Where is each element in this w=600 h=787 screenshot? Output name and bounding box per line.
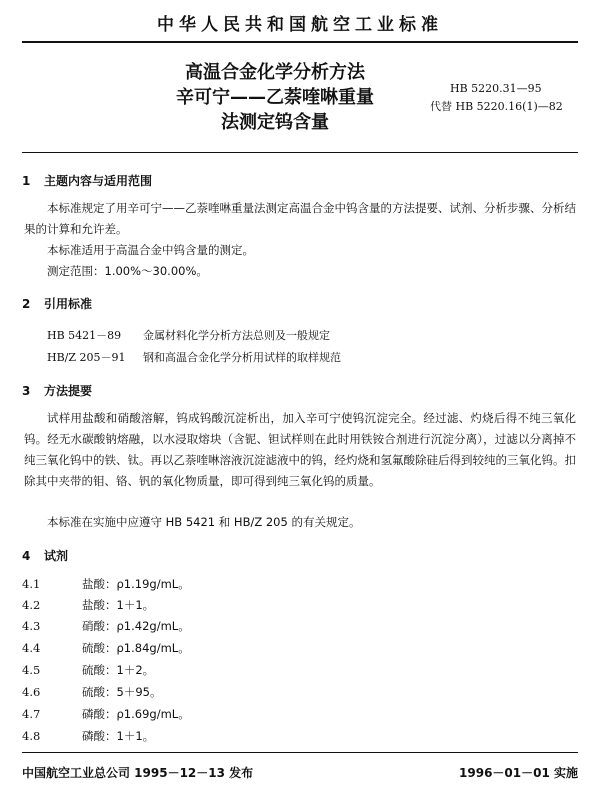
paragraph: 本标准规定了用辛可宁——乙萘喹啉重量法测定高温合金中钨含量的方法提要、试剂、分析步骤、分析结果的计算和允许差。 xyxy=(24,201,576,236)
title-rule xyxy=(22,152,578,153)
section-2-heading xyxy=(22,295,92,312)
reference-item xyxy=(47,349,341,365)
item-number: 4.7 xyxy=(22,707,41,721)
item-text: 盐酸：1＋1。 xyxy=(82,598,155,612)
paragraph: 测定范围：1.00%～30.00%。 xyxy=(47,264,208,278)
footer-rule xyxy=(22,752,578,753)
reference-item xyxy=(47,327,330,343)
item-number: 4.5 xyxy=(22,663,41,677)
item-text: 硫酸：1＋2。 xyxy=(82,663,155,677)
reference-title: 金属材料化学分析方法总则及一般规定 xyxy=(143,329,330,342)
reference-code: HB 5421－89 xyxy=(47,329,122,342)
section-1-heading xyxy=(22,172,152,189)
section-title: 试剂 xyxy=(44,549,69,563)
title-line-2: 辛可宁——乙萘喹啉重量 xyxy=(176,87,374,108)
effective-statement: 1996－01－01 实施 xyxy=(459,766,578,780)
reagent-item xyxy=(22,597,154,613)
item-number: 4.8 xyxy=(22,729,41,743)
reference-title: 钢和高温合金化学分析用试样的取样规范 xyxy=(143,351,341,364)
item-text: 硫酸：5＋95。 xyxy=(82,685,162,699)
item-text: 硝酸：ρ1.42g/mL。 xyxy=(82,619,190,633)
reference-code: HB/Z 205－91 xyxy=(47,351,126,364)
document-title xyxy=(140,60,410,135)
reagent-item xyxy=(22,728,154,744)
standard-number-block xyxy=(430,80,563,116)
section-number: 2 xyxy=(22,297,31,311)
paragraph: 本标准适用于高温合金中钨含量的测定。 xyxy=(47,243,254,257)
section-number: 3 xyxy=(22,384,31,398)
item-text: 磷酸：1＋1。 xyxy=(82,729,155,743)
section-title: 引用标准 xyxy=(44,297,93,311)
title-line-3: 法测定钨含量 xyxy=(221,112,329,133)
item-text: 硫酸：ρ1.84g/mL。 xyxy=(82,641,190,655)
section-4-heading xyxy=(22,547,68,564)
section-3-heading xyxy=(22,382,92,399)
title-line-1: 高温合金化学分析方法 xyxy=(185,62,365,83)
document-header: 中华人民共和国航空工业标准 xyxy=(157,15,443,35)
section-number: 4 xyxy=(22,549,31,563)
item-number: 4.1 xyxy=(22,577,41,591)
section-number: 1 xyxy=(22,174,31,188)
issue-statement: 中国航空工业总公司 1995－12－13 发布 xyxy=(22,766,254,780)
reagent-item xyxy=(22,684,161,700)
item-text: 盐酸：ρ1.19g/mL。 xyxy=(82,577,190,591)
reagent-item xyxy=(22,576,190,592)
item-number: 4.2 xyxy=(22,598,41,612)
reagent-item xyxy=(22,662,154,678)
section-title: 主题内容与适用范围 xyxy=(44,174,153,188)
header-rule xyxy=(22,41,578,43)
item-number: 4.3 xyxy=(22,619,41,633)
item-number: 4.4 xyxy=(22,641,41,655)
reagent-item xyxy=(22,618,190,634)
replaces-note: 代替 HB 5220.16(1)—82 xyxy=(430,100,563,113)
section-title: 方法提要 xyxy=(44,384,93,398)
reagent-item xyxy=(22,706,190,722)
item-text: 磷酸：ρ1.69g/mL。 xyxy=(82,707,190,721)
item-number: 4.6 xyxy=(22,685,41,699)
standard-number: HB 5220.31—95 xyxy=(450,82,542,95)
paragraph: 本标准在实施中应遵守 HB 5421 和 HB/Z 205 的有关规定。 xyxy=(47,515,361,529)
reagent-item xyxy=(22,640,190,656)
paragraph: 试样用盐酸和硝酸溶解，钨成钨酸沉淀析出，加入辛可宁使钨沉淀完全。经过滤、灼烧后得不纯三氧化钨。经无水碳酸钠熔融，以水浸取熔块（含铌、钽试样则在此时用铁铵合剂进行沉淀分离），过滤以分离掉不纯三氧化钨中的铁、钛。再以乙萘喹啉溶液沉淀滤液中的钨，经灼烧和氢氟酸除硅后得到较纯的三氧化钨。扣除其中夹带的钼、铬、钒的氧化物质量，即可得到纯三氧化钨的质量。 xyxy=(24,411,576,488)
